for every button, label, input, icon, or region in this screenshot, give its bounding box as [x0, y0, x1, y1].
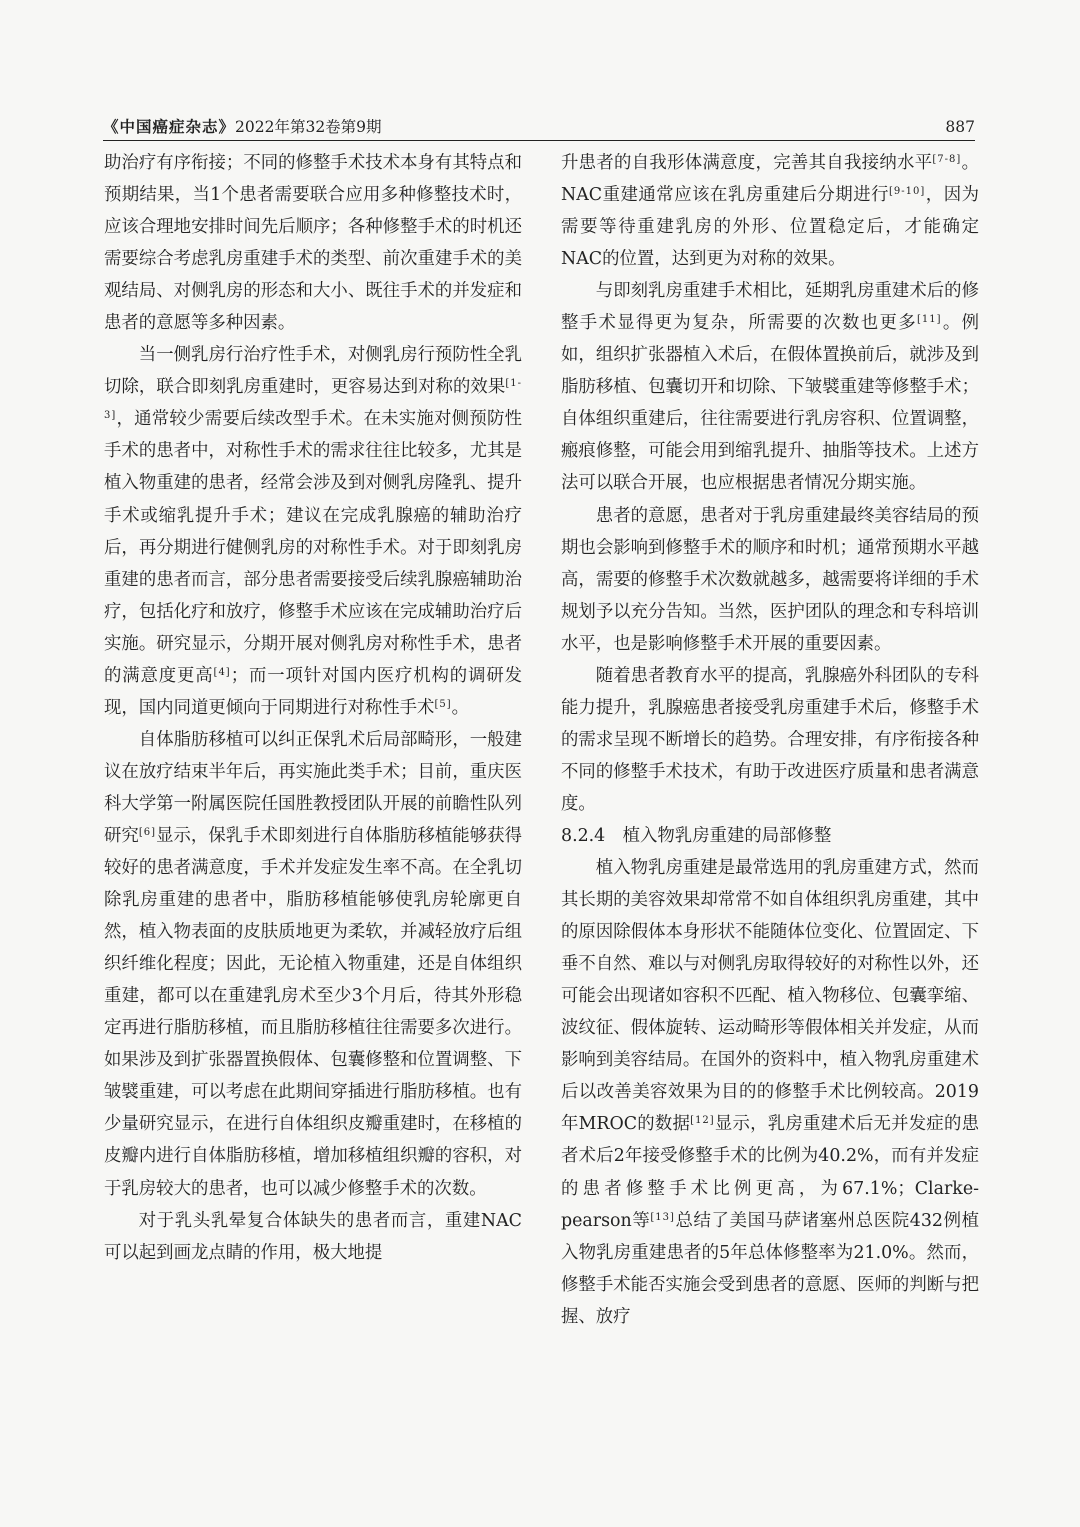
paragraph [561, 852, 979, 1333]
paragraph-text: 对于乳头乳晕复合体缺失的患者而言，重建NAC可以起到画龙点睛的作用，极大地提 [104, 1210, 522, 1263]
paragraph [104, 724, 522, 1205]
paragraph-text: 随着患者教育水平的提高，乳腺癌外科团队的专科能力提升，乳腺癌患者接受乳房重建手术后，修整手术的需求呈现不断增长的趋势。合理安排，有序衔接各种不同的修整手术技术，有助于改进医疗质量和患者满意度。 [561, 665, 979, 814]
paragraph [561, 275, 979, 499]
paragraph-text: 当一侧乳房行治疗性手术，对侧乳房行预防性全乳切除，联合即刻乳房重建时，更容易达到对称的效果 [104, 345, 522, 398]
paragraph-text: ；而一项针对国内医疗机构的调研发现，国内同道更倾向于同期进行对称性手术 [104, 665, 522, 718]
paragraph [104, 339, 522, 724]
left-column [104, 147, 522, 1269]
paragraph-text: 助治疗有序衔接；不同的修整手术技术本身有其特点和预期结果，当1个患者需要联合应用多种修整技术时，应该合理地安排时间先后顺序；各种修整手术的时机还需要综合考虑乳房重建手术的类型、前次重建手术的美观结局、对侧乳房的形态和大小、既往手术的并发症和患者的意愿等多种因素。 [104, 153, 522, 334]
paragraph-text: 。 [451, 697, 470, 718]
paragraph [104, 1205, 522, 1269]
paragraph-text: 升患者的自我形体满意度，完善其自我接纳水平 [561, 153, 933, 173]
paragraph-text: 显示，乳房重建术后无并发症的患者术后2年接受修整手术的比例为40.2%，而有并发症的患者修整手术比例更高，为67.1%；Clarke-pearson等 [561, 1114, 979, 1231]
paragraph [561, 147, 979, 275]
paragraph-text: ，因为需要等待重建乳房的外形、位置稳定后，才能确定NAC的位置，达到更为对称的效果。 [561, 185, 979, 270]
citation: [4] [213, 666, 231, 678]
journal-title: 《中国癌症杂志》 [103, 117, 236, 136]
page-number: 887 [945, 118, 975, 136]
citation: [12] [690, 1115, 715, 1127]
paragraph-text: 总结了美国马萨诸塞州总医院432例植入物乳房重建患者的5年总体修整率为21.0%。然而，修整手术能否实施会受到患者的意愿、医师的判断与把握、放疗 [561, 1210, 980, 1327]
citation: [11] [916, 314, 942, 326]
paragraph-text: 自体脂肪移植可以纠正保乳术后局部畸形，一般建议在放疗结束半年后，再实施此类手术；目前，重庆医科大学第一附属医院任国胜教授团队开展的前瞻性队列研究 [104, 729, 522, 846]
paragraph [104, 147, 522, 339]
section-heading: 8.2.4 植入物乳房重建的局部修整 [561, 825, 832, 846]
citation: [9-10] [889, 186, 926, 198]
citation: [1-3] [104, 378, 522, 422]
citation: [13] [650, 1211, 675, 1223]
paragraph [561, 660, 979, 820]
paragraph-text: 患者的意愿，患者对于乳房重建最终美容结局的预期也会影响到修整手术的顺序和时机；通常预期水平越高，需要的修整手术次数就越多，越需要将详细的手术规划予以充分告知。当然，医护团队的理念和专科培训水平，也是影响修整手术开展的重要因素。 [561, 505, 979, 654]
paragraph [561, 500, 979, 660]
header-rule [103, 140, 975, 141]
page-header [103, 116, 975, 138]
paragraph-text: 与即刻乳房重建手术相比，延期乳房重建术后的修整手术显得更为复杂，所需要的次数也更多 [561, 281, 979, 334]
citation: [7-8] [932, 154, 962, 165]
paragraph-text: 。例如，组织扩张器植入术后，在假体置换前后，就涉及到脂肪移植、包囊切开和切除、下皱襞重建等修整手术；自体组织重建后，往往需要进行乳房容积、位置调整，瘢痕修整，可能会用到缩乳提升、抽脂等技术。上述方法可以联合开展，也应根据患者情况分期实施。 [561, 313, 979, 494]
citation: [5] [434, 698, 452, 710]
right-column [561, 147, 979, 1333]
paragraph-text: 显示，保乳手术即刻进行自体脂肪移植能够获得较好的患者满意度，手术并发症发生率不高。在全乳切除乳房重建的患者中，脂肪移植能够使乳房轮廓更自然，植入物表面的皮肤质地更为柔软，并减轻放疗后组织纤维化程度；因此，无论植入物重建，还是自体组织重建，都可以在重建乳房术至少3个月后，待其外形稳定再进行脂肪移植，而且脂肪移植往往需要多次进行。如果涉及到扩张器置换假体、包囊修整和位置调整、下皱襞重建，可以考虑在此期间穿插进行脂肪移植。也有少量研究显示，在进行自体组织皮瓣重建时，在移植的皮瓣内进行自体脂肪移植，增加移植组织瓣的容积，对于乳房较大的患者，也可以减少修整手术的次数。 [104, 825, 522, 1199]
paragraph-text: 植入物乳房重建是最常选用的乳房重建方式，然而其长期的美容效果却常常不如自体组织乳房重建，其中的原因除假体本身形状不能随体位变化、位置固定、下垂不自然、难以与对侧乳房取得较好的对称性以外，还可能会出现诸如容积不匹配、植入物移位、包囊挛缩、波纹征、假体旋转、运动畸形等假体相关并发症，从而影响到美容结局。在国外的资料中，植入物乳房重建术后以改善美容效果为目的的修整手术比例较高。2019年MROC的数据 [561, 858, 979, 1135]
paragraph-text: ，通常较少需要后续改型手术。在未实施对侧预防性手术的患者中，对称性手术的需求往往比较多，尤其是植入物重建的患者，经常会涉及到对侧乳房隆乳、提升手术或缩乳提升手术；建议在完成乳腺癌的辅助治疗后，再分期进行健侧乳房的对称性手术。对于即刻乳房重建的患者而言，部分患者需要接受后续乳腺癌辅助治疗，包括化疗和放疗，修整手术应该在完成辅助治疗后实施。研究显示，分期开展对侧乳房对称性手术，患者的满意度更高 [104, 409, 522, 686]
issue-info: 2022年第32卷第9期 [235, 118, 382, 136]
paragraph-text: 。NAC重建通常应该在乳房重建后分期进行 [561, 153, 979, 206]
citation: [6] [138, 826, 157, 838]
